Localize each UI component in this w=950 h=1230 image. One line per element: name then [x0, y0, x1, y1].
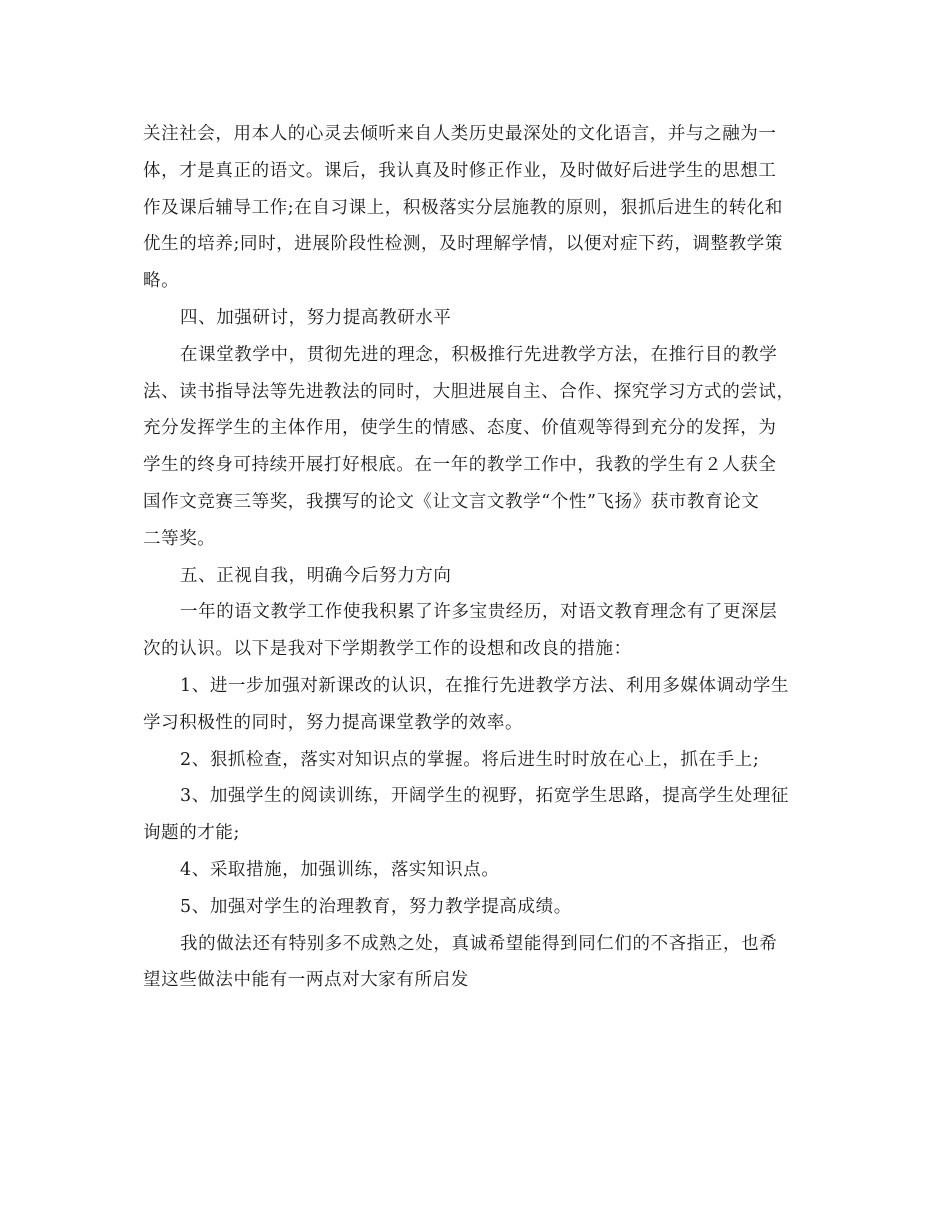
text-line: 作及课后辅导工作;在自习课上，积极落实分层施教的原则，狠抓后进生的转化和 [143, 197, 783, 218]
text-line: 学习积极性的同时，努力提高课堂教学的效率。 [143, 712, 524, 733]
list-item: 5、加强对学生的治理教育，努力教学提高成绩。 [180, 896, 572, 917]
text-line: 学生的终身可持续开展打好根底。在一年的教学工作中，我教的学生有２人获全 [143, 455, 777, 476]
text-line: 国作文竞赛三等奖，我撰写的论文《让文言文教学“个性”飞扬》获市教育论文 [143, 491, 760, 512]
list-item: 2、狠抓检查，落实对知识点的掌握。将后进生时时放在心上，抓在手上; [180, 749, 760, 770]
text-line: 充分发挥学生的主体作用，使学生的情感、态度、价值观等得到充分的发挥，为 [143, 418, 777, 439]
list-item: 1、进一步加强对新课改的认识，在推行先进教学方法、利用多媒体调动学生 [180, 675, 790, 696]
text-line: 二等奖。 [143, 528, 216, 549]
document-body [143, 116, 807, 999]
text-line: 在课堂教学中，贯彻先进的理念，积极推行先进教学方法，在推行目的教学 [180, 344, 778, 365]
text-line: 略。 [143, 271, 180, 292]
text-line: 关注社会，用本人的心灵去倾听来自人类历史最深处的文化语言，并与之融为一 [143, 124, 777, 144]
text-line: 次的认识。以下是我对下学期教学工作的设想和改良的措施： [143, 639, 632, 660]
list-item: 3、加强学生的阅读训练，开阔学生的视野，拓宽学生思路，提高学生处理征 [180, 786, 790, 807]
text-line: 优生的培养;同时，进展阶段性检测，及时理解学情，以便对症下药，调整教学策 [143, 234, 783, 255]
section-heading: 五、正视自我，明确今后努力方向 [180, 565, 452, 586]
text-line: 法、读书指导法等先进教法的同时，大胆进展自主、合作、探究学习方式的尝试， [143, 381, 795, 402]
text-line: 体，才是真正的语文。课后，我认真及时修正作业，及时做好后进学生的思想工 [143, 160, 777, 181]
list-item: 4、采取措施，加强训练，落实知识点。 [180, 859, 500, 880]
text-line: 询题的才能; [143, 823, 240, 844]
text-line: 我的做法还有特别多不成熟之处，真诚希望能得到同仁们的不吝指正，也希 [180, 933, 778, 954]
text-line: 望这些做法中能有一两点对大家有所启发 [143, 970, 469, 991]
section-heading: 四、加强研讨，努力提高教研水平 [180, 307, 452, 328]
text-line: 一年的语文教学工作使我积累了许多宝贵经历，对语文教育理念有了更深层 [180, 602, 778, 623]
